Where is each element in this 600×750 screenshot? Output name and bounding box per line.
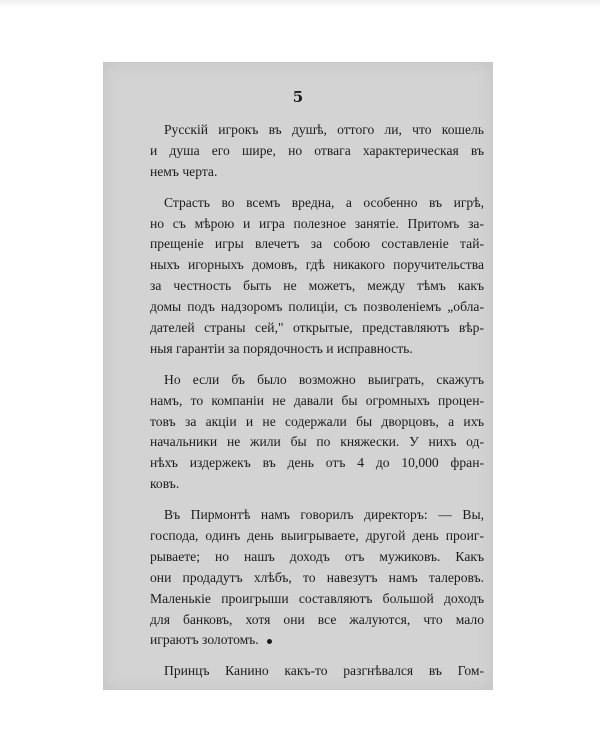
text-line: Страсть во всемъ вредна, а особенно въ игрѣ,	[164, 194, 484, 210]
text-line: немъ черта.	[150, 163, 218, 179]
text-line: и душа его шире, но отвага характерическая въ	[150, 142, 484, 158]
text-line: Русскій игрокъ въ душѣ, оттого ли, что кошель	[164, 122, 484, 137]
text-line: домы подъ надзоромъ полиціи, съ позволеніемъ „обла-	[150, 299, 484, 315]
page-top-edge	[0, 0, 600, 8]
text-line: ковъ.	[150, 476, 180, 492]
paragraph	[150, 661, 484, 682]
ink-dot	[267, 639, 272, 644]
text-line: Но если бъ было возможно выиграть, скажутъ	[164, 371, 484, 387]
text-line: для банковъ, хотя они все жалуются, что мало	[150, 611, 484, 627]
text-line: Въ Пирмонтѣ намъ говорилъ директоръ: — Вы,	[164, 507, 484, 523]
scanned-page	[103, 62, 493, 690]
paragraph	[150, 370, 484, 495]
text-line-content: играютъ золотомъ.	[150, 632, 259, 648]
text-line: Маленькіе проигрыши составляютъ большой доходъ	[150, 590, 484, 606]
text-line: ныхъ игорныхъ домовъ, гдѣ никакого поручительства	[150, 257, 484, 273]
text-line: дателей страны сей," открытые, представляютъ вѣр-	[150, 320, 484, 336]
text-line: прещеніе игры влечетъ за собою составленіе тай-	[150, 236, 484, 252]
text-line: ныя гарантіи за порядочность и исправность.	[150, 340, 413, 356]
text-line: за честность быть не можетъ, между тѣмъ какъ	[150, 278, 484, 294]
text-line: рываете; но нашъ доходъ отъ мужиковъ. Какъ	[150, 548, 484, 564]
text-line: но съ мѣрою и игра полезное занятіе. Притомъ за-	[150, 215, 484, 231]
text-line: нѣхъ издержекъ въ день отъ 4 до 10,000 фран-	[150, 455, 484, 471]
text-line: намъ, то компаніи не давали бы огромныхъ процен-	[150, 392, 484, 408]
text-line: начальники не жили бы по княжески. У нихъ од-	[150, 434, 484, 450]
paragraph	[150, 120, 484, 183]
paragraph	[150, 193, 484, 360]
text-line: товъ за акціи и не содержали бы дворцовъ, а ихъ	[150, 413, 484, 429]
text-line: господа, одинъ день выигрываете, другой день проиг-	[150, 528, 484, 544]
page-number: 5	[292, 88, 304, 106]
text-line	[150, 630, 484, 651]
paragraph	[150, 505, 484, 651]
text-line: Принцъ Канино какъ-то разгнѣвался въ Гом-	[164, 663, 484, 679]
text-line: они продадутъ хлѣбъ, то навезутъ намъ талеровъ.	[150, 569, 484, 585]
body-text	[150, 120, 484, 692]
